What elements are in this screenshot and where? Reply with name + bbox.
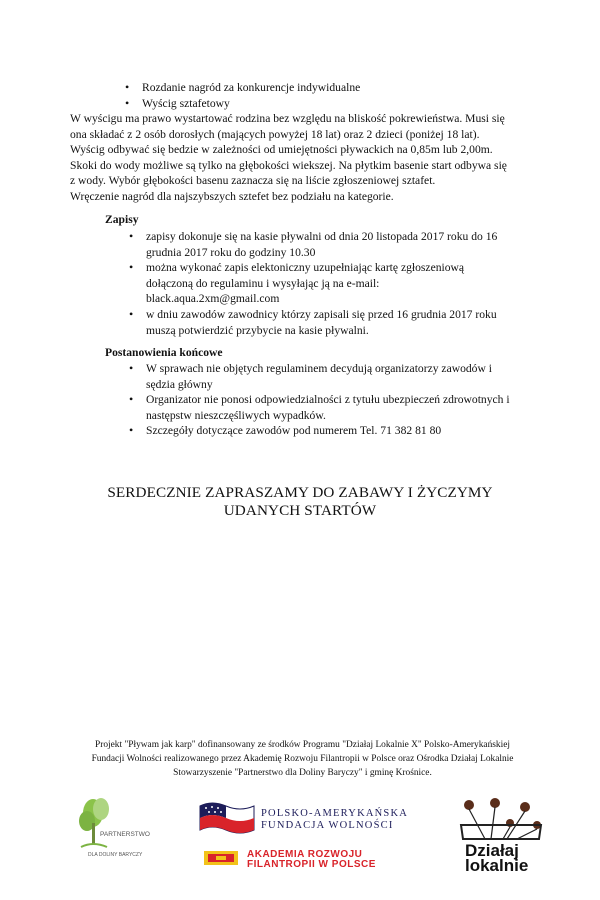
list-item xyxy=(146,423,546,439)
pafw-line: POLSKO-AMERYKAŃSKA xyxy=(261,808,409,819)
dzialaj-lokalnie-logo xyxy=(455,795,550,873)
list-item: • Wyścig sztafetowy xyxy=(142,96,562,112)
list-item xyxy=(146,307,526,338)
email-address: black.aqua.2xm@gmail.com xyxy=(146,292,280,306)
dzialaj-line: lokalnie xyxy=(465,856,529,875)
text-line: • Organizator nie ponosi odpowiedzialności z tytułu ubezpieczeń zdrowotnych i xyxy=(146,393,510,407)
footer-line: Stowarzyszenie "Partnerstwo dla Doliny Baryczy" i gminę Krośnice. xyxy=(173,768,432,778)
postanowienia-list xyxy=(146,361,546,439)
text-line: Skoki do wody możliwe są tylko na głębokości wiekszej. Na płytkim basenie start odbywa się xyxy=(70,158,507,172)
text-line: • W sprawach nie objętych regulaminem decydują organizatorzy zawodów i xyxy=(146,362,492,375)
text-line: • można wykonać zapis elektoniczny uzupełniając kartę zgłoszeniową xyxy=(146,261,465,275)
dzialaj-line: Działaj xyxy=(465,841,519,860)
text-line: Wyścig odbywać się bedzie w zależności od umiejętności pływackich na 0,85m lub 2,00m. xyxy=(70,143,493,157)
text-line: z wody. Wybór głębokości basenu zaznacza się na liście zgłoszeniowej sztafet. xyxy=(70,174,436,188)
zapisy-heading: Zapisy xyxy=(105,213,139,226)
list-item xyxy=(146,260,526,307)
closing-line: UDANYCH STARTÓW xyxy=(223,502,377,519)
flag-icon xyxy=(198,800,256,836)
partnerstwo-logo xyxy=(73,795,155,860)
akademia-mark-icon xyxy=(204,851,238,865)
pafw-name xyxy=(261,808,408,832)
closing-line: SERDECZNIE ZAPRASZAMY DO ZABAWY I ŻYCZYMY xyxy=(107,484,493,501)
text-line: ona składać z 2 osób dorosłych (mających powyżej 18 lat) oraz 2 dzieci (poniżej 18 lat). xyxy=(70,127,480,141)
text-line: • zapisy dokonuje się na kasie pływalni od dnia 20 listopada 2017 roku do 16 xyxy=(146,230,498,243)
pafw-logo xyxy=(198,800,413,840)
text-line: • Szczegóły dotyczące zawodów pod numerem Tel. 71 382 81 80 xyxy=(146,424,442,438)
top-bullet-list xyxy=(142,80,562,111)
list-item: • Rozdanie nagród za konkurencje indywidualne xyxy=(142,80,562,96)
text-line: dołączoną do regulaminu i wysyłając ją na e-mail: xyxy=(146,276,380,290)
partnerstwo-sub: DLA DOLINY BARYCZY xyxy=(88,852,143,858)
flowers-icon xyxy=(455,795,550,843)
partnerstwo-name: PARTNERSTWO xyxy=(100,831,150,838)
text-line: grudnia 2017 roku do godziny 10.30 xyxy=(146,245,316,259)
akademia-name xyxy=(247,850,376,870)
text-line: muszą potwierdzić przybycie na kasie pływalni. xyxy=(146,323,369,337)
akademia-line: FILANTROPII W POLSCE xyxy=(247,859,376,870)
text-line: Wręczenie nagród dla najszybszych sztefet bez podziału na kategorie. xyxy=(70,189,394,203)
list-item xyxy=(146,392,546,423)
akademia-logo xyxy=(204,848,409,870)
footer-line: Fundacji Wolności realizowanego przez Akademię Rozwoju Filantropii w Polsce oraz Ośrodka Działaj Lokalnie xyxy=(91,754,514,764)
relay-description xyxy=(70,111,540,205)
text-line: • w dniu zawodów zawodnicy którzy zapisali się przed 16 grudnia 2017 roku xyxy=(146,307,497,321)
closing-invitation xyxy=(0,484,600,520)
dzialaj-name xyxy=(465,843,528,873)
pafw-line: FUNDACJA WOLNOŚCI xyxy=(261,820,394,831)
footer-line: Projekt "Pływam jak karp" dofinansowany ze środków Programu "Działaj Lokalnie X" Polsko-Amerykańskiej xyxy=(95,740,510,750)
funding-footer xyxy=(65,738,540,780)
list-item xyxy=(146,229,526,260)
text-line: W wyścigu ma prawo wystartować rodzina bez względu na bliskość pokrewieństwa. Musi się xyxy=(70,112,505,125)
tree-icon xyxy=(73,795,155,860)
text-line: następstw nieszczęśliwych wypadków. xyxy=(146,408,326,422)
zapisy-list xyxy=(146,229,526,338)
akademia-line: AKADEMIA ROZWOJU xyxy=(247,849,363,860)
text-line: sędzia główny xyxy=(146,377,213,391)
postanowienia-heading: Postanowienia końcowe xyxy=(105,346,223,359)
list-item xyxy=(146,361,546,392)
